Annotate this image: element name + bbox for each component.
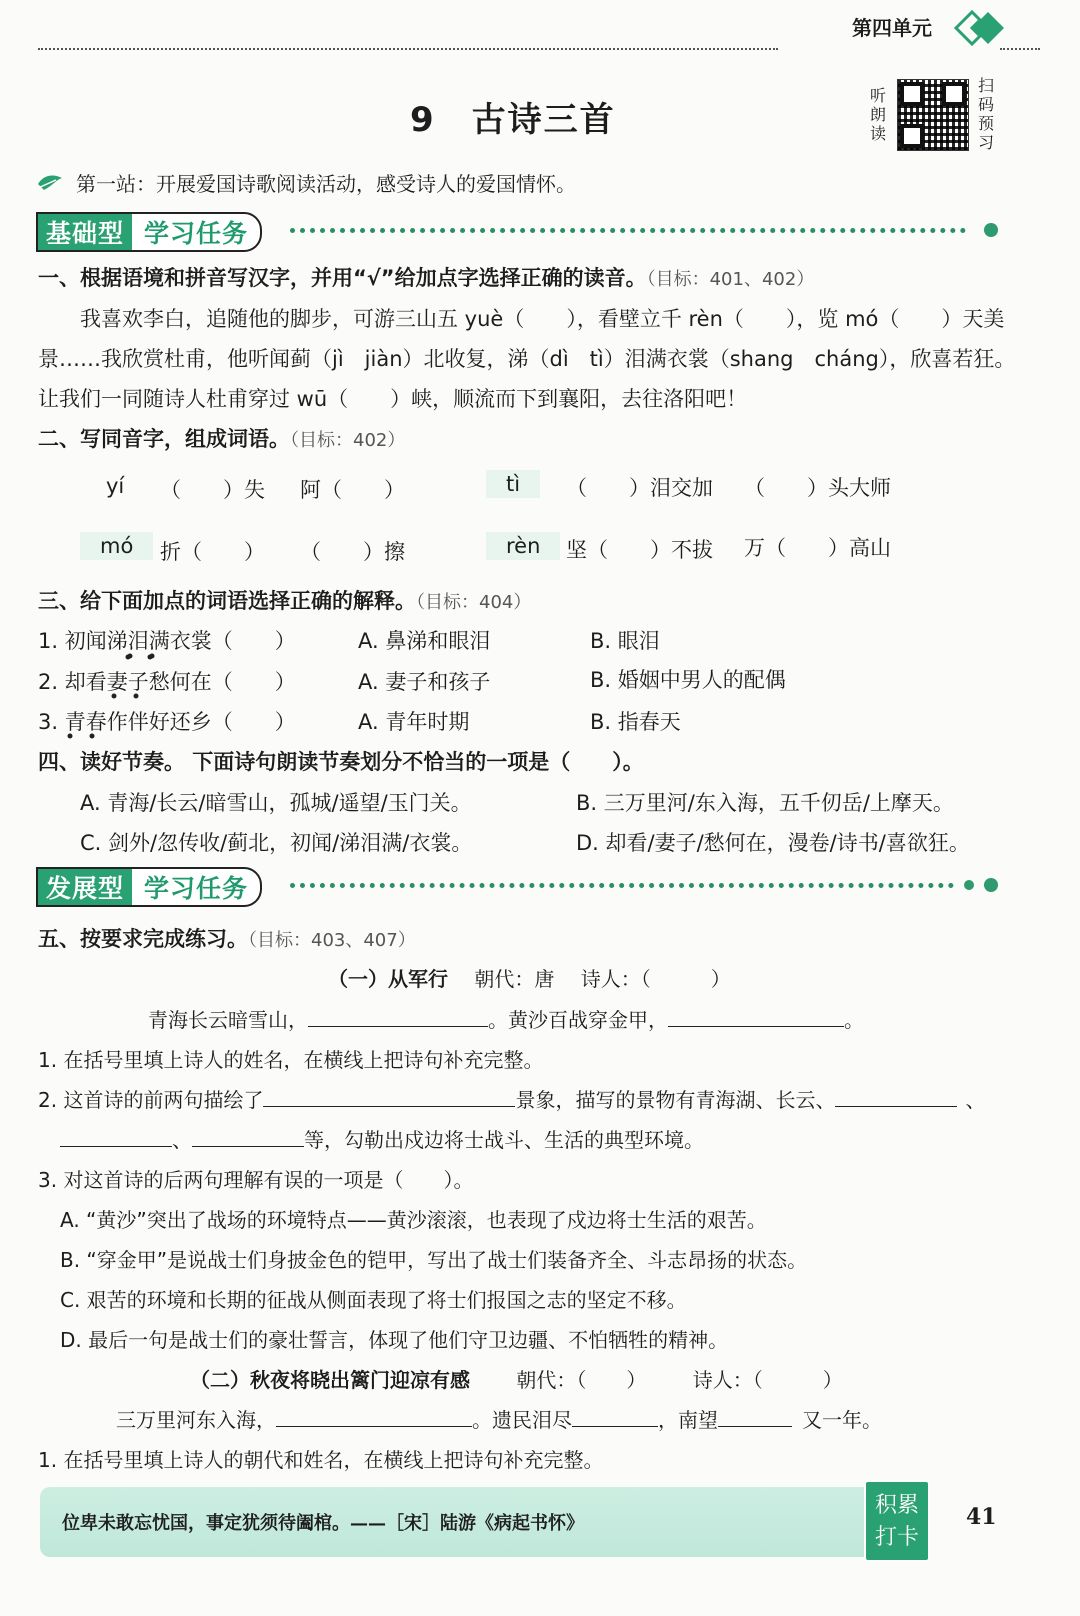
q3-option: A. 鼻涕和眼泪 bbox=[358, 629, 491, 653]
q3-option: B. 婚姻中男人的配偶 bbox=[590, 668, 786, 692]
blank-line[interactable] bbox=[60, 1146, 172, 1147]
poem1-line-c: 。 bbox=[844, 1008, 864, 1032]
blank-line[interactable] bbox=[263, 1106, 515, 1107]
q3-option: B. 指春天 bbox=[590, 710, 681, 734]
p1-option-a: A. “黄沙”突出了战场的环境特点——黄沙滚滚，也表现了戍边将士生活的艰苦。 bbox=[60, 1208, 767, 1232]
header-rule-left bbox=[38, 48, 778, 50]
qr-left-char: 听 bbox=[870, 86, 887, 105]
q3-item-3: 3. 青春作伴好还乡（ ） bbox=[38, 710, 296, 734]
q3-target: （目标：404） bbox=[416, 592, 532, 613]
qr-left-char: 朗 bbox=[870, 105, 887, 124]
section-dots bbox=[290, 228, 966, 233]
page-title: 9 古诗三首 bbox=[410, 100, 616, 140]
p1-option-c: C. 艰苦的环境和长期的征战从侧面表现了将士们报国之志的坚定不移。 bbox=[60, 1288, 687, 1312]
poem2-line-d: 又一年。 bbox=[802, 1408, 882, 1432]
qr-left-char: 读 bbox=[870, 124, 887, 143]
q2-pinyin: yí bbox=[106, 474, 125, 498]
qr-right-char: 预 bbox=[978, 114, 995, 133]
poem1-dynasty: 朝代：唐 bbox=[474, 967, 555, 991]
poem2-lines bbox=[116, 1404, 882, 1433]
q2-pinyin: tì bbox=[486, 470, 540, 498]
qr-left-text bbox=[870, 86, 890, 143]
p1-item-2-a: 2. 这首诗的前两句描绘了 bbox=[38, 1088, 264, 1112]
section-task: 学习任务 bbox=[144, 219, 249, 248]
blank-line[interactable] bbox=[718, 1426, 792, 1427]
p1-option-b: B. “穿金甲”是说战士们身披金色的铠甲，写出了战士们装备齐全、斗志昂扬的状态。 bbox=[60, 1248, 808, 1272]
tag-line: 打卡 bbox=[874, 1525, 919, 1550]
blank-line[interactable] bbox=[276, 1426, 472, 1427]
q3-option: A. 妻子和孩子 bbox=[358, 670, 491, 694]
poem1-heading-row bbox=[328, 963, 731, 992]
tag-line: 积累 bbox=[874, 1493, 919, 1518]
q5-title-text: 五、按要求完成练习。 bbox=[38, 927, 248, 951]
section-dots bbox=[290, 883, 954, 888]
q3-option: A. 青年时期 bbox=[358, 710, 470, 734]
poem2-line-b: 。遗民泪尽 bbox=[472, 1408, 572, 1432]
q2-target: （目标：402） bbox=[290, 430, 406, 451]
q1-line1: 我喜欢李白，追随他的脚步，可游三山五 yuè（ ），看壁立千 rèn（ ），览 mó（ ）天美 bbox=[80, 307, 1005, 331]
p1-option-d: D. 最后一句是战士们的豪壮誓言，体现了他们守卫边疆、不怕牺牲的精神。 bbox=[60, 1328, 729, 1352]
section-type: 发展型 bbox=[38, 869, 132, 905]
p1-item-2-e: 等，勾勒出戍边将士战斗、生活的典型环境。 bbox=[304, 1128, 704, 1152]
p2-item-1: 1. 在括号里填上诗人的朝代和姓名，在横线上把诗句补充完整。 bbox=[38, 1448, 604, 1472]
section-badge-basic bbox=[36, 212, 262, 252]
q2-word: 阿（ ） bbox=[300, 478, 405, 502]
section-task: 学习任务 bbox=[144, 874, 249, 903]
poem2-line-c: ，南望 bbox=[658, 1408, 718, 1432]
p1-item-1: 1. 在括号里填上诗人的姓名，在横线上把诗句补充完整。 bbox=[38, 1048, 544, 1072]
q1-title-text: 一、根据语境和拼音写汉字，并用“√”给加点字选择正确的读音。 bbox=[38, 266, 647, 290]
qr-right-text bbox=[978, 76, 998, 152]
q2-word: 折（ ） bbox=[160, 540, 265, 564]
q2-pinyin: rèn bbox=[486, 532, 560, 560]
poem2-dynasty: 朝代：（ ） bbox=[516, 1368, 647, 1392]
accumulate-checkin-tag[interactable] bbox=[864, 1480, 930, 1562]
p1-item-2 bbox=[38, 1084, 985, 1113]
q4-option-b: B. 三万里河/东入海，五千仞岳/上摩天。 bbox=[576, 791, 954, 815]
unit-label: 第四单元 bbox=[852, 16, 932, 40]
qr-right-char: 扫 bbox=[978, 76, 995, 95]
p1-item-2-cont bbox=[60, 1124, 704, 1153]
q5-title bbox=[38, 923, 416, 953]
q1-target: （目标：401、402） bbox=[646, 269, 815, 290]
q1-line3: 让我们一同随诗人杜甫穿过 wū（ ）峡，顺流而下到襄阳，去往洛阳吧！ bbox=[38, 387, 748, 411]
footer-quote: 位卑未敢忘忧国，事定犹须待阖棺。——［宋］陆游《病起书怀》 bbox=[62, 1513, 584, 1534]
poem1-line-a: 青海长云暗雪山， bbox=[148, 1008, 308, 1032]
q4-option-a: A. 青海/长云/暗雪山，孤城/遥望/玉门关。 bbox=[80, 791, 472, 815]
poem1-heading: （一）从军行 bbox=[328, 967, 448, 991]
q5-target: （目标：403、407） bbox=[248, 930, 416, 951]
q4-option-d: D. 却看/妻子/愁何在，漫卷/诗书/喜欲狂。 bbox=[576, 831, 970, 855]
section-type: 基础型 bbox=[38, 214, 132, 250]
blank-line[interactable] bbox=[192, 1146, 304, 1147]
poem2-heading-row bbox=[190, 1364, 843, 1393]
poem1-poet: 诗人：（ ） bbox=[580, 967, 731, 991]
diamond-icon bbox=[950, 6, 1010, 50]
q2-title-text: 二、写同音字，组成词语。 bbox=[38, 427, 290, 451]
poem2-poet: 诗人：（ ） bbox=[692, 1368, 843, 1392]
q3-item-1: 1. 初闻涕泪满衣裳（ ） bbox=[38, 629, 296, 653]
q1-line2: 景……我欣赏杜甫，他听闻蓟（jì jiàn）北收复，涕（dì tì）泪满衣裳（shang cháng），欣喜若狂。 bbox=[38, 347, 1016, 371]
p1-item-3: 3. 对这首诗的后两句理解有误的一项是（ ）。 bbox=[38, 1168, 474, 1192]
p1-item-2-c: 、 bbox=[965, 1088, 986, 1112]
qr-right-char: 习 bbox=[978, 133, 995, 152]
q3-option: B. 眼泪 bbox=[590, 629, 660, 653]
qr-code-image[interactable] bbox=[898, 80, 968, 150]
q2-title bbox=[38, 423, 405, 453]
q4-option-c: C. 剑外/忽传收/蓟北，初闻/涕泪满/衣裳。 bbox=[80, 831, 473, 855]
section-end-dot bbox=[984, 223, 998, 237]
poem1-line-b: 。黄沙百战穿金甲， bbox=[488, 1008, 668, 1032]
q3-title bbox=[38, 585, 531, 615]
q2-word: 坚（ ）不拔 bbox=[566, 538, 713, 562]
section-end-dot bbox=[984, 878, 998, 892]
q2-pinyin: mó bbox=[80, 532, 153, 560]
section-badge-develop bbox=[36, 867, 262, 907]
leaf-icon bbox=[36, 172, 66, 192]
p1-item-2-d: 、 bbox=[172, 1128, 192, 1152]
q2-word: （ ）泪交加 bbox=[566, 476, 713, 500]
q3-title-text: 三、给下面加点的词语选择正确的解释。 bbox=[38, 589, 416, 613]
q4-title: 四、读好节奏。 下面诗句朗读节奏划分不恰当的一项是（ ）。 bbox=[38, 750, 644, 774]
q2-word: （ ）头大师 bbox=[744, 476, 891, 500]
p1-item-2-b: 景象，描写的景物有青海湖、长云、 bbox=[515, 1088, 836, 1112]
poem1-lines bbox=[148, 1004, 864, 1033]
q2-word: 万（ ）高山 bbox=[744, 536, 891, 560]
section-end-dot bbox=[964, 880, 974, 890]
blank-line[interactable] bbox=[572, 1426, 658, 1427]
blank-line[interactable] bbox=[308, 1026, 488, 1027]
poem2-line-a: 三万里河东入海， bbox=[116, 1408, 276, 1432]
emphasis-dots-2 bbox=[60, 650, 180, 740]
station-text: 第一站：开展爱国诗歌阅读活动，感受诗人的爱国情怀。 bbox=[76, 172, 576, 196]
blank-line[interactable] bbox=[835, 1106, 957, 1107]
blank-line[interactable] bbox=[668, 1026, 844, 1027]
q2-word: （ ）擦 bbox=[300, 540, 405, 564]
qr-right-char: 码 bbox=[978, 95, 995, 114]
q3-item-2: 2. 却看妻子愁何在（ ） bbox=[38, 670, 296, 694]
q1-title bbox=[38, 262, 814, 292]
q2-word: （ ）失 bbox=[160, 478, 265, 502]
poem2-heading: （二）秋夜将晓出篱门迎凉有感 bbox=[190, 1368, 470, 1392]
page-number: 41 bbox=[966, 1504, 997, 1530]
